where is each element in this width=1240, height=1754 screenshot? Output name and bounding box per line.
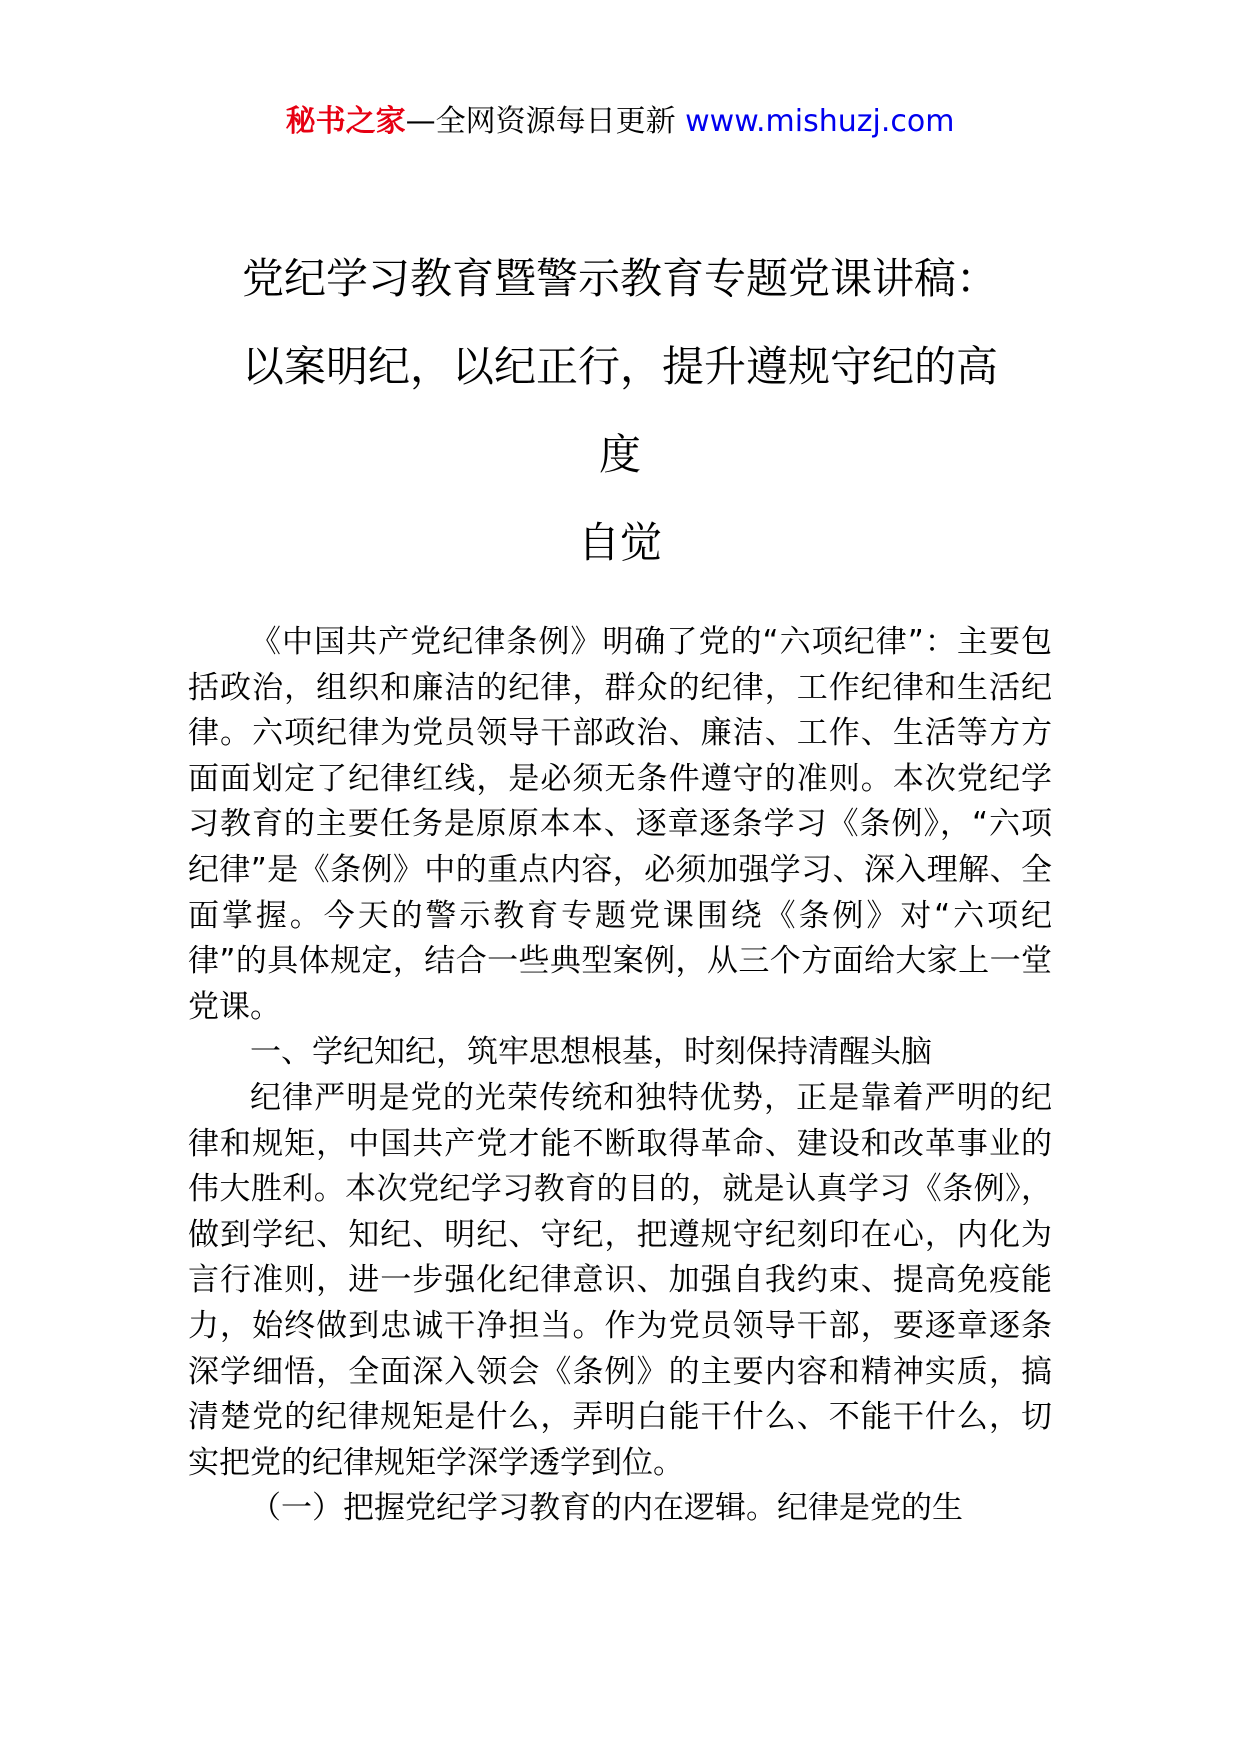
paragraph-intro: 《中国共产党纪律条例》明确了党的“六项纪律”：主要包括政治，组织和廉洁的纪律，群众的纪律，工作纪律和生活纪律。六项纪律为党员领导干部政治、廉洁、工作、生活等方方面面划定了纪律红线，是必须无条件遵守的准则。本次党纪学习教育的主要任务是原原本本、逐章逐条学习《条例》，“六项纪律”是《条例》中的重点内容，必须加强学习、深入理解、全面掌握。今天的警示教育专题党课围绕《条例》对“六项纪律”的具体规定，结合一些典型案例，从三个方面给大家上一堂党课。 (188, 624, 1052, 1025)
paragraph-subsection-1: （一）把握党纪学习教育的内在逻辑。纪律是党的生 (250, 1490, 963, 1527)
document-title (185, 235, 1055, 587)
brand-name: 秘书之家 (285, 104, 406, 139)
paragraph-section-1: 纪律严明是党的光荣传统和独特优势，正是靠着严明的纪律和规矩，中国共产党才能不断取得革命、建设和改革事业的伟大胜利。本次党纪学习教育的目的，就是认真学习《条例》，做到学纪、知纪、明纪、守纪，把遵规守纪刻印在心，内化为言行准则，进一步强化纪律意识、加强自我约束、提高免疫能力，始终做到忠诚干净担当。作为党员领导干部，要逐章逐条深学细悟，全面深入领会《条例》的主要内容和精神实质，搞清楚党的纪律规矩是什么，弄明白能干什么、不能干什么，切实把党的纪律规矩学深学透学到位。 (188, 1079, 1052, 1481)
title-line-1: 党纪学习教育暨警示教育专题党课讲稿： (241, 254, 998, 303)
site-header (0, 100, 1240, 144)
title-line-4: 自觉 (577, 518, 662, 567)
document-body (188, 620, 1052, 1532)
title-line-2: 以案明纪，以纪正行，提升遵规守纪的高 (241, 342, 998, 391)
header-tagline: —全网资源每日更新 (405, 104, 676, 139)
title-line-3: 度 (598, 430, 641, 479)
section-heading-1: 一、学纪知纪，筑牢思想根基，时刻保持清醒头脑 (250, 1034, 932, 1071)
site-url-link[interactable]: www.mishuzj.com (685, 104, 955, 139)
